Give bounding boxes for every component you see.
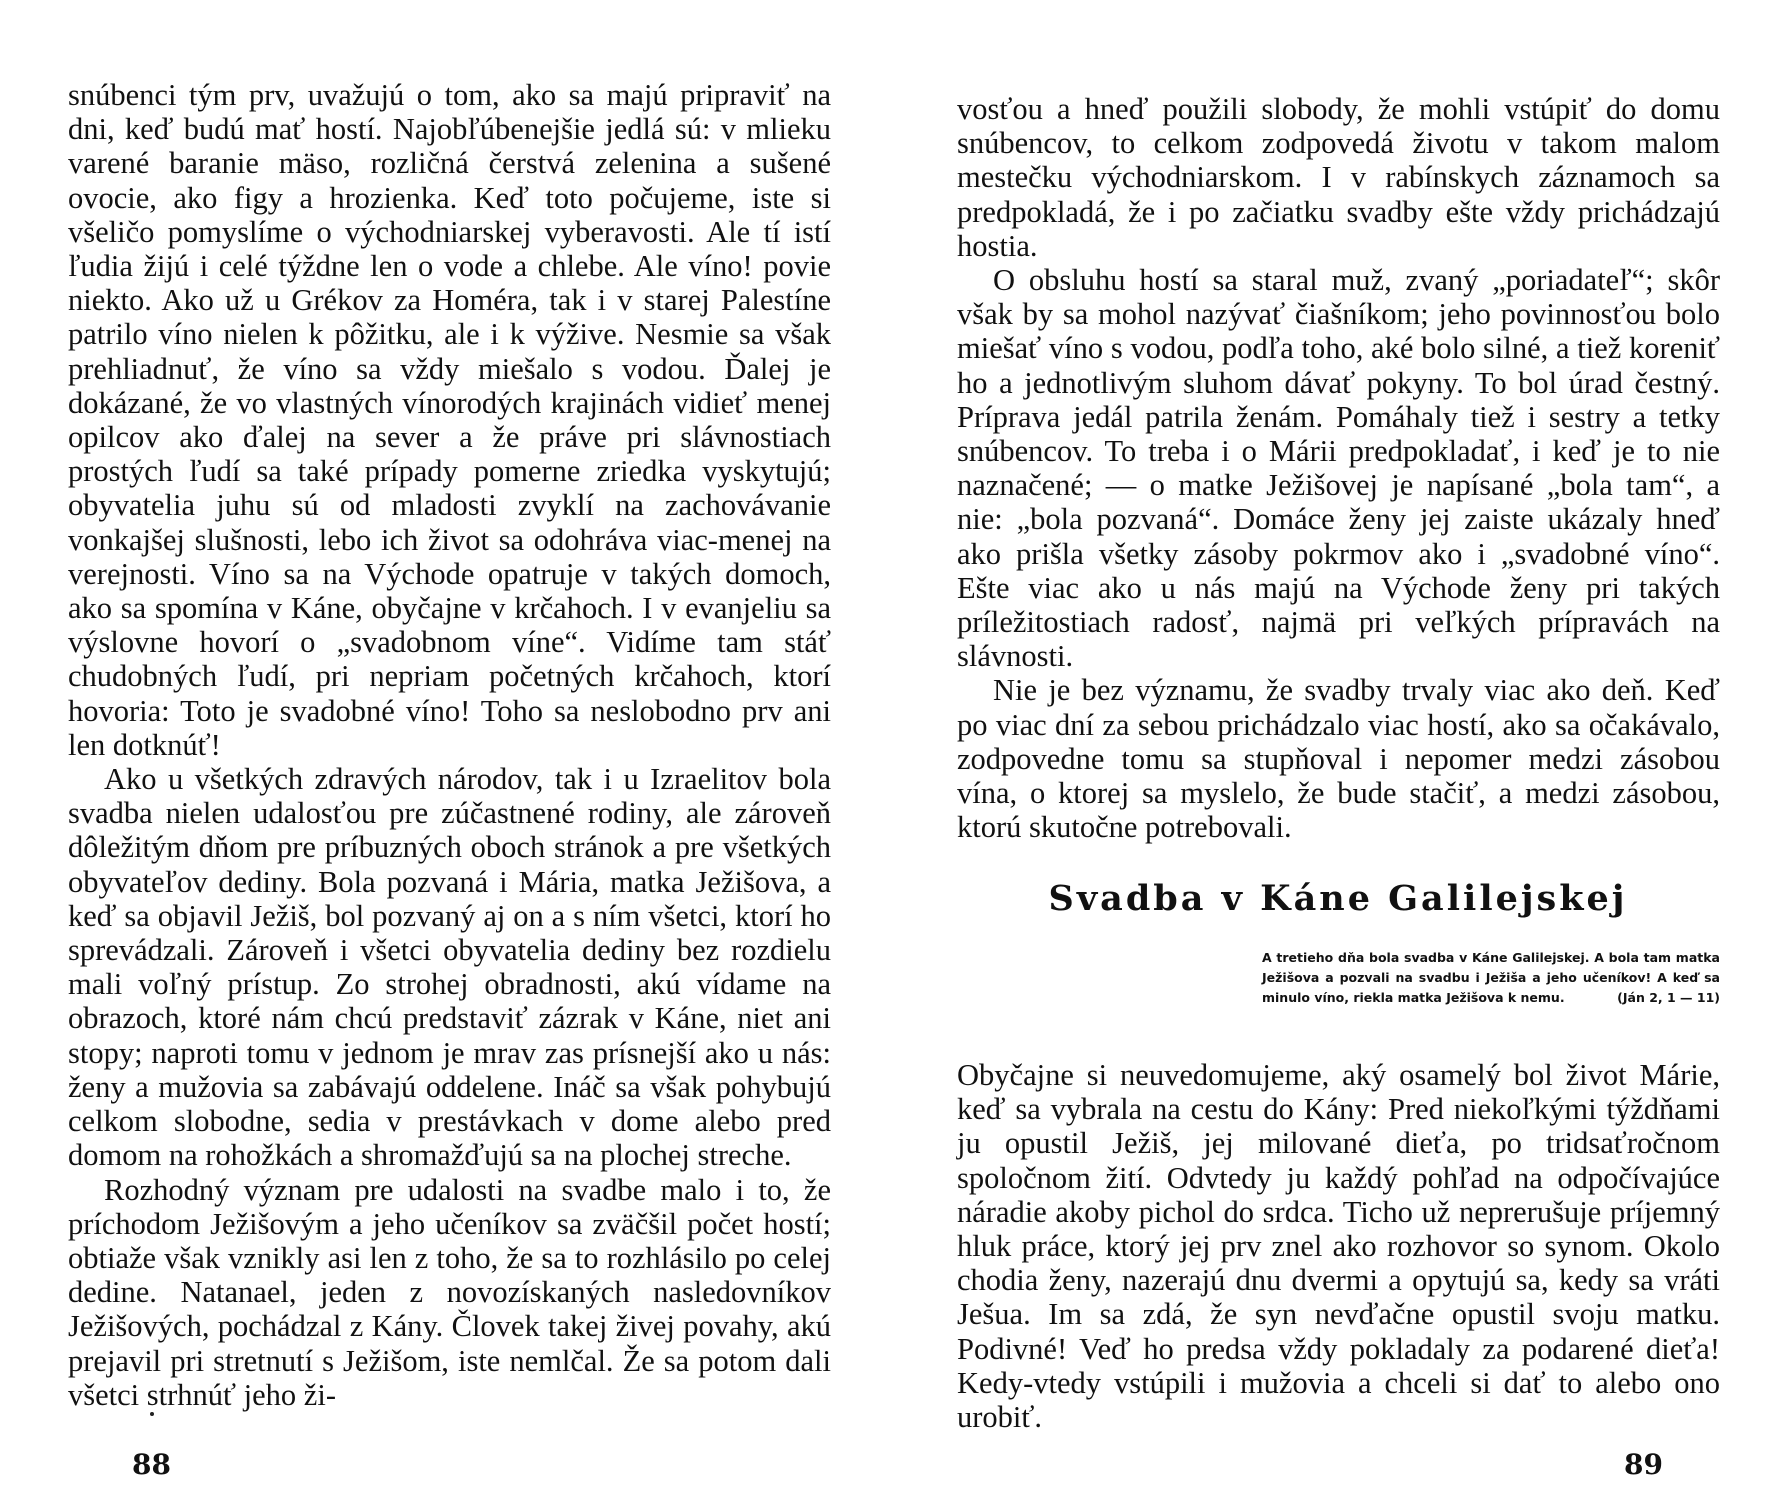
paragraph: Rozhodný význam pre udalosti na svadbe malo i to, že príchodom Ježišovým a jeho učeníkov sa zväčšil počet hostí; obtiaže však vznikly asi len z toho, že sa to rozhlásilo po celej dedine. Natanael, jeden z novozískaných nasledovníkov Ježišových, pochádzal z Kány. Človek takej živej povahy, akú prejavil pri stretnutí s Ježišom, iste nemlčal. Že sa potom dali všetci strhnúť jeho ži- [68, 1172, 831, 1412]
epigraph-text: A tretieho dňa bola svadba v Káne Galilejskej. A bola tam matka Ježišova a pozvali na svadbu i Ježiša a jeho učeníkov! A keď sa minulo víno, riekla matka Ježišova k nemu. [1262, 950, 1720, 1005]
page-number: 88 [132, 1448, 171, 1481]
paragraph: Ako u všetkých zdravých národov, tak i u Izraelitov bola svadba nielen udalosťou pre zúčastnené rodiny, ale zároveň dôležitým dňom pre príbuzných oboch stránok a pre všetkých obyvateľov dediny. Bola pozvaná i Mária, matka Ježišova, a keď sa objavil Ježiš, bol pozvaný aj on a s ním všetci, ktorí ho sprevádzali. Zároveň i všetci obyvatelia dediny bez rozdielu mali voľný prístup. Zo strohej obradnosti, akú vídame na obrazoch, ktoré nám chcú predstaviť zázrak v Káne, niet ani stopy; naproti tomu v jednom je mrav zas prísnejší ako u nás: ženy a mužovia sa zabávajú oddelene. Ináč sa však pohybujú celkom slobodne, sedia v prestávkach v dome alebo pred domom na rohožkách a shromažďujú sa na plochej streche. [68, 762, 831, 1173]
left-text-column [68, 78, 831, 1412]
page-number: 89 [1624, 1448, 1663, 1481]
paragraph: vosťou a hneď použili slobody, že mohli vstúpiť do domu snúbencov, to celkom zodpovedá životu v takom malom mestečku východniarskom. I v rabínskych záznamoch sa predpokladá, že i po začiatku svadby ešte vždy prichádzajú hostia. [957, 92, 1720, 263]
paragraph: snúbenci tým prv, uvažujú o tom, ako sa majú pripraviť na dni, keď budú mať hostí. Najobľúbenejšie jedlá sú: v mlieku varené baranie mäso, rozličná čerstvá zelenina a sušené ovocie, ako figy a hrozienka. Keď toto počujeme, iste si všeličo pomyslíme o východniarskej vyberavosti. Ale tí istí ľudia žijú i celé týždne len o vode a chlebe. Ale víno! povie niekto. Ako už u Grékov za Homéra, tak i v starej Palestíne patrilo víno nielen k pôžitku, ale i k výžive. Nesmie sa však prehliadnuť, že víno sa vždy miešalo s vodou. Ďalej je dokázané, že vo vlastných vínorodých krajinách vidieť menej opilcov ako ďalej na sever a že práve pri slávnostiach prostých ľudí sa také prípady pomerne zriedka vyskytujú; obyvatelia juhu sú od mladosti zvyklí na zachovávanie vonkajšej slušnosti, lebo ich život sa odohráva viac-menej na verejnosti. Víno sa na Východe opatruje v takých domoch, ako sa spomína v Káne, obyčajne v krčahoch. I v evanjeliu sa výslovne hovorí o „svadobnom víne“. Vidíme tam stáť chudobných ľudí, pri nepriam početných krčahoch, ktorí hovoria: Toto je svadobné víno! Toho sa neslobodno prv ani len dotknúť! [68, 78, 831, 762]
epigraph [1262, 948, 1720, 1008]
chapter-title: Svadba v Káne Galilejskej [1048, 878, 1628, 919]
right-page [892, 0, 1784, 1500]
paragraph: Nie je bez významu, že svadby trvaly viac ako deň. Keď po viac dní za sebou prichádzalo viac hostí, ako sa očakávalo, zodpovedne tomu sa stupňoval i nepomer medzi zásobou vína, o ktorej sa myslelo, že bude stačiť, a medzi zásobou, ktorú skutočne potrebovali. [957, 673, 1720, 845]
right-text-column-top [957, 92, 1720, 844]
paragraph: O obsluhu hostí sa staral muž, zvaný „poriadateľ“; skôr však by sa mohol nazývať čiašníkom; jeho povinnosťou bolo miešať víno s vodou, podľa toho, aké bolo silné, a tiež koreniť ho a jednotlivým sluhom dávať pokyny. To bol úrad čestný. Príprava jedál patrila ženám. Pomáhaly tiež i sestry a tetky snúbencov. To treba i o Márii predpokladať, i keď je to nie naznačené; — o matke Ježišovej je napísané „bola tam“, a nie: „bola pozvaná“. Domáce ženy jej zaiste ukázaly hneď ako prišla všetky zásoby pokrmov ako i „svadobné víno“. Ešte viac ako u nás majú na Východe ženy pri takých príležitostiach radosť, najmä pri veľkých prípravách na slávnosti. [957, 263, 1720, 674]
epigraph-reference: (Ján 2, 1 — 11) [1617, 990, 1720, 1005]
ink-dot [150, 1412, 154, 1416]
right-text-column-bottom [957, 1058, 1720, 1434]
paragraph: Obyčajne si neuvedomujeme, aký osamelý bol život Márie, keď sa vybrala na cestu do Kány: Pred niekoľkými týždňami ju opustil Ježiš, jej milované dieťa, po tridsaťročnom spoločnom žití. Odvtedy ju každý pohľad na odpočívajúce náradie akoby pichol do srdca. Ticho už neprerušuje príjemný hluk práce, ktorý jej prv znel ako rozhovor so synom. Okolo chodia ženy, nazerajú dnu dvermi a opytujú sa, kedy sa vráti Ješua. Im sa zdá, že syn nevďačne opustil svoju matku. Podivné! Veď ho predsa vždy pokladaly za podarené dieťa! Kedy-vtedy vstúpili i mužovia a chceli si dať to alebo ono urobiť. [957, 1058, 1720, 1435]
